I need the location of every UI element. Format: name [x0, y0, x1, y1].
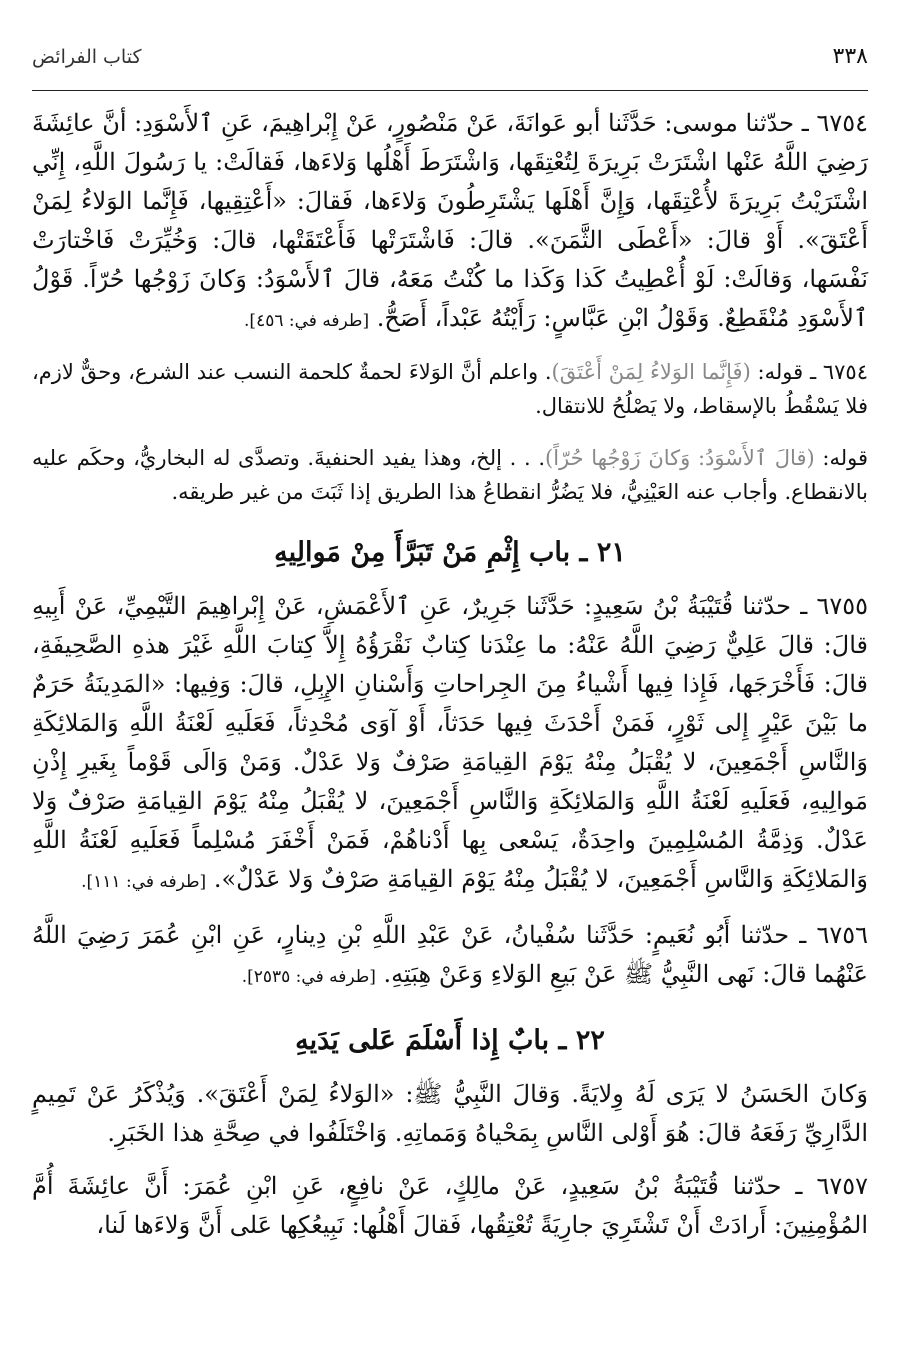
chapter-title: بابٌ إِذا أَسْلَمَ عَلى يَدَيهِ [295, 1025, 550, 1056]
cross-reference: [طرفه في: ٢٥٣٥]. [241, 967, 376, 987]
header-rule [32, 90, 868, 91]
hadith-text: ٦٧٥٦ ـ حدّثنا أَبُو نُعَيمٍ: حَدَّثَنا سُفْيانُ، عَنْ عَبْدِ اللَّهِ بْنِ دِينارٍ، عَنِ ابْنِ عُمَرَ رَضِيَ اللَّهُ عَنْهُما قالَ: نَهى النَّبِيُّ ﷺ عَنْ بَيعِ الوَلاءِ وَعَنْ هِبَتِهِ. [32, 921, 868, 988]
quoted-phrase: (قالَ ٱلأَسْوَدُ: وَكانَ زَوْجُها حُرّاً) [545, 446, 815, 470]
chapter-22-intro: وَكانَ الحَسَنُ لا يَرَى لَهُ وِلايَةً. وَقالَ النَّبِيُّ ﷺ: «الوَلاءُ لِمَنْ أَعْتَقَ». وَيُذْكَرُ عَنْ تَمِيمٍ الدَّارِيِّ رَفَعَهُ قالَ: هُوَ أَوْلى النَّاسِ بِمَحْياهُ وَمَماتِهِ. وَاخْتَلَفُوا في صِحَّةِ هذا الخَبَرِ. [32, 1080, 868, 1147]
chapter-heading-21 [32, 531, 868, 575]
chapter-number: ٢٢ ـ [549, 1025, 605, 1056]
hadith-6757 [32, 1167, 868, 1245]
cross-reference: [طرفه في: ١١١]. [81, 872, 207, 892]
chapter-heading-22 [32, 1019, 868, 1063]
page-body [32, 104, 868, 1259]
commentary-text: . . . إلخ، وهذا يفيد الحنفيةَ. وتصدَّى له البخاريُّ، وحكَم عليه بالانقطاع. وأجاب عنه العَيْنِيُّ، فلا يَضُرُّ انقطاعُ هذا الطريق إذا ثَبَتَ من غير طريقه. [32, 446, 868, 504]
hadith-text: ٦٧٥٥ ـ حدّثنا قُتَيْبَةُ بْنُ سَعِيدٍ: حَدَّثَنا جَرِيرٌ، عَنِ ٱلأَعْمَشِ، عَنْ إِبْراهِيمَ التَّيْمِيِّ، عَنْ أَبِيهِ قالَ: قالَ عَلِيٌّ رَضِيَ اللَّهُ عَنْهُ: ما عِنْدَنا كِتابٌ نَقْرَؤُهُ إِلاَّ كِتابَ اللَّهِ غَيْرَ هذهِ الصَّحِيفَةِ، قالَ: فَأَخْرَجَها، فَإِذا فِيها أَشْياءُ مِنَ الجِراحاتِ وَأَسْنانِ الإِبِلِ، قالَ: وَفِيها: «المَدِينَةُ حَرَمٌ ما بَيْنَ عَيْرٍ إِلى ثَوْرٍ، فَمَنْ أَحْدَثَ فِيها حَدَثاً، أَوْ آوَى مُحْدِثاً، فَعَلَيهِ لَعْنَةُ اللَّهِ وَالمَلائِكَةِ وَالنَّاسِ أَجْمَعِينَ، لا يُقْبَلُ مِنْهُ يَوْمَ القِيامَةِ صَرْفٌ وَلا عَدْلٌ. وَمَنْ وَالَى قَوْماً بِغَيرِ إِذْنِ مَوالِيهِ، فَعَلَيهِ لَعْنَةُ اللَّهِ وَالمَلائِكَةِ وَالنَّاسِ أَجْمَعِينَ، لا يُقْبَلُ مِنْهُ يَوْمَ القِيامَةِ صَرْفٌ وَلا عَدْلٌ. وَذِمَّةُ المُسْلِمِينَ واحِدَةٌ، يَسْعى بِها أَدْناهُمْ، فَمَنْ أَخْفَرَ مُسْلِماً فَعَلَيهِ لَعْنَةُ اللَّهِ وَالمَلائِكَةِ وَالنَّاسِ أَجْمَعِينَ، لا يُقْبَلُ مِنْهُ يَوْمَ القِيامَةِ صَرْفٌ وَلا عَدْلٌ». [32, 592, 868, 893]
quoted-phrase: (فَإِنَّما الوَلاءُ لِمَنْ أَعْتَقَ) [551, 360, 751, 384]
chapter-number: ٢١ ـ [570, 537, 626, 568]
cross-reference: [طرفه في: ٤٥٦]. [244, 311, 370, 331]
commentary-text: . واعلم أنَّ الوَلاءَ لحمةٌ كلحمة النسب عند الشرع، وحقٌّ لازم، فلا يَسْقُطُ بالإسقاط، ولا يَصْلُحُ للانتقال. [32, 360, 868, 418]
commentary-6754-b [32, 441, 868, 509]
hadith-text: ٦٧٥٧ ـ حدّثنا قُتَيْبَةُ بْنُ سَعِيدٍ، عَنْ مالِكٍ، عَنْ نافِعٍ، عَنِ ابْنِ عُمَرَ: أَنَّ عائِشَةَ أُمَّ المُؤْمِنِينَ: أَرادَتْ أَنْ تَشْتَرِيَ جارِيَةً تُعْتِقُها، فَقالَ أَهْلُها: نَبِيعُكِها عَلى أَنَّ وَلاءَها لَنا، [32, 1172, 868, 1239]
commentary-prefix: ٦٧٥٤ ـ قوله: [750, 360, 868, 384]
hadith-text: ٦٧٥٤ ـ حدّثنا موسى: حَدَّثَنا أبو عَوانَةَ، عَنْ مَنْصُورٍ، عَنْ إِبْراهِيمَ، عَنِ ٱلأَسْوَدِ: أنَّ عائِشَةَ رَضِيَ اللَّهُ عَنْها اشْتَرَتْ بَرِيرَةَ لِتُعْتِقَها، وَاشْتَرَطَ أَهْلُها وَلاءَها، فَقالَتْ: يا رَسُولَ اللَّهِ، إِنِّي اشْتَرَيْتُ بَرِيرَةَ لأُعْتِقَها، وَإِنَّ أَهْلَها يَشْتَرِطُونَ وَلاءَها، فَقالَ: «أَعْتِقِيها، فَإِنَّما الوَلاءُ لِمَنْ أَعْتَقَ». أَوْ قالَ: «أَعْطَى الثَّمَنَ». قالَ: فَاشْتَرَتْها فَأَعْتَقَتْها، قالَ: وَخُيِّرَتْ فَاخْتارَتْ نَفْسَها، وَقالَتْ: لَوْ أُعْطِيتُ كَذا وَكَذا ما كُنْتُ مَعَهُ، قالَ ٱلأَسْوَدُ: وَكانَ زَوْجُها حُرّاً. قَوْلُ ٱلأَسْوَدِ مُنْقَطِعٌ. وَقَوْلُ ابْنِ عَبَّاسٍ: رَأَيْتُهُ عَبْداً، أَصَحُّ. [32, 109, 868, 332]
hadith-6755 [32, 587, 868, 902]
page-header [32, 44, 868, 78]
hadith-6756 [32, 916, 868, 997]
commentary-6754-a [32, 355, 868, 423]
commentary-prefix: قوله: [814, 446, 869, 470]
page-number: ٣٣٨ [832, 44, 868, 69]
chapter-title: باب إِثْمِ مَنْ تَبَرَّأَ مِنْ مَوالِيهِ [274, 537, 571, 568]
running-title: كتاب الفرائض [32, 46, 142, 68]
hadith-6754 [32, 104, 868, 341]
